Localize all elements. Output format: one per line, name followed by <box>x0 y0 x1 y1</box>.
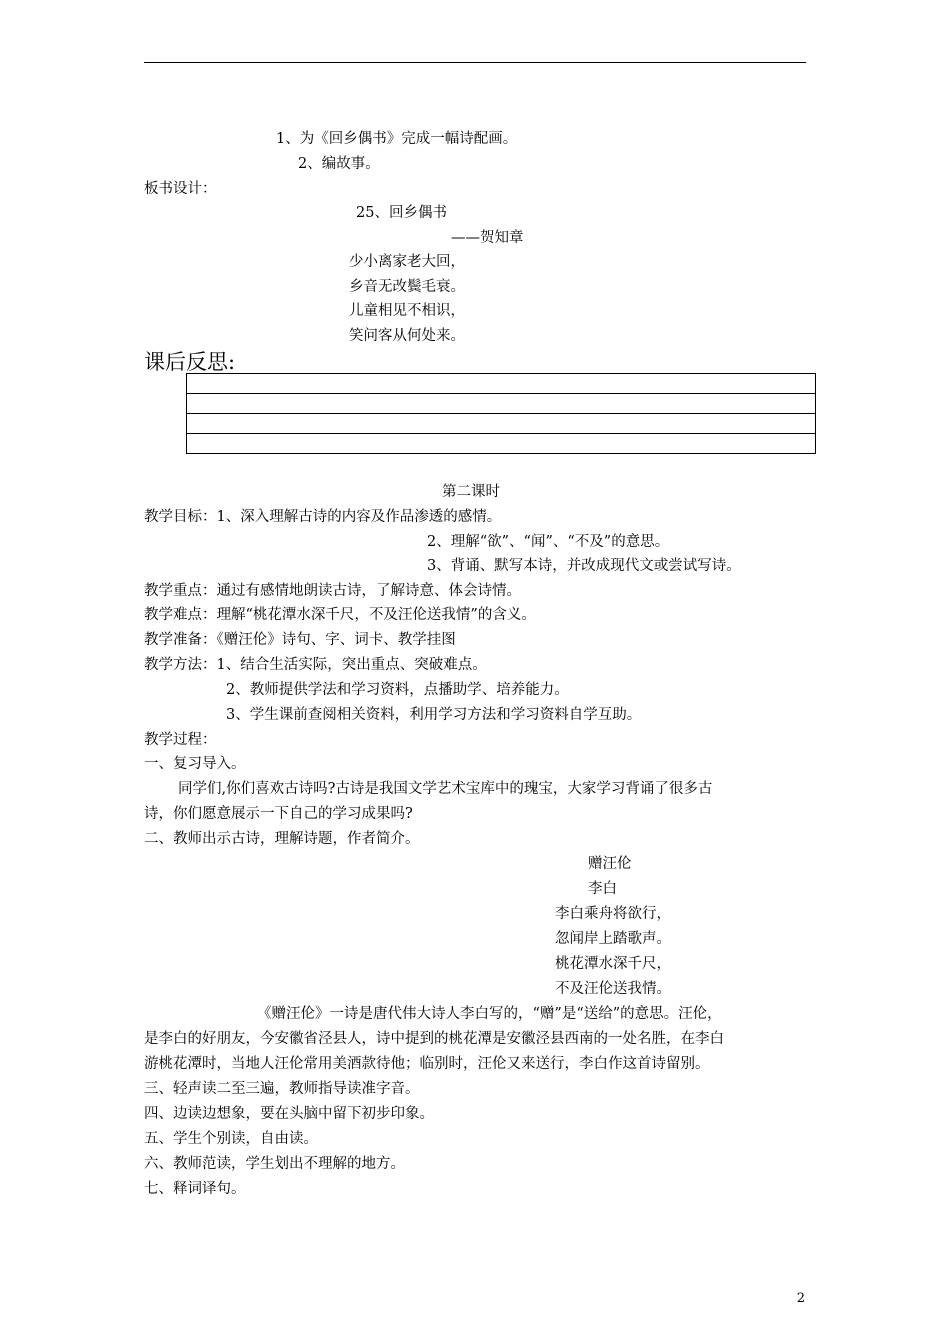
activity-2: 2、编故事。 <box>298 156 380 172</box>
page-number: 2 <box>796 1291 805 1306</box>
poem1-line-1: 少小离家老大回， <box>349 254 465 270</box>
method-1: 教学方法：1、结合生活实际，突出重点、突破难点。 <box>144 657 487 673</box>
board-title: 25、回乡偶书 <box>356 205 447 221</box>
objective-3: 3、背诵、默写本诗，并改成现代文或尝试写诗。 <box>427 558 741 574</box>
poem1-line-3: 儿童相见不相识， <box>349 303 465 319</box>
step-1: 一、复习导入。 <box>144 756 246 772</box>
objective-1: 教学目标：1、深入理解古诗的内容及作品渗透的感情。 <box>144 509 502 525</box>
lesson2-title: 第二课时 <box>442 484 500 500</box>
objective-2: 2、理解“欲”、“闻”、“不及”的意思。 <box>427 534 670 550</box>
poem2-line-2: 忽闻岸上踏歌声。 <box>555 931 671 947</box>
reflection-row <box>187 394 816 414</box>
reflection-row <box>187 434 816 454</box>
process-label: 教学过程： <box>144 732 217 748</box>
explanation-line-1: 《赠汪伦》一诗是唐代伟大诗人李白写的，“赠”是“送给”的意思。汪伦， <box>257 1006 722 1022</box>
reflection-row <box>187 414 816 434</box>
board-author: ——贺知章 <box>451 230 524 246</box>
step-6: 六、教师范读，学生划出不理解的地方。 <box>144 1156 405 1172</box>
intro-line-1: 同学们,你们喜欢古诗吗?古诗是我国文学艺术宝库中的瑰宝，大家学习背诵了很多古 <box>178 781 713 797</box>
reflection-table <box>186 373 816 454</box>
step-2: 二、教师出示古诗，理解诗题，作者简介。 <box>144 831 420 847</box>
method-3: 3、学生课前查阅相关资料，利用学习方法和学习资料自学互助。 <box>226 707 642 723</box>
header-rule <box>144 62 806 63</box>
step-5: 五、学生个别读，自由读。 <box>144 1131 318 1147</box>
explanation-line-3: 游桃花潭时，当地人汪伦常用美酒款待他；临别时，汪伦又来送行，李白作这首诗留别。 <box>144 1056 710 1072</box>
preparation: 教学准备：《赠汪伦》诗句、字、词卡、教学挂图 <box>144 632 456 648</box>
step-4: 四、边读边想象，要在头脑中留下初步印象。 <box>144 1106 434 1122</box>
poem2-line-3: 桃花潭水深千尺， <box>555 956 671 972</box>
poem1-line-2: 乡音无改鬓毛衰。 <box>349 279 465 295</box>
method-2: 2、教师提供学法和学习资料，点播助学、培养能力。 <box>226 682 569 698</box>
explanation-line-2: 是李白的好朋友，今安徽省泾县人，诗中提到的桃花潭是安徽泾县西南的一处名胜，在李白 <box>144 1031 724 1047</box>
poem2-title: 赠汪伦 <box>588 856 632 872</box>
poem2-author: 李白 <box>588 881 617 897</box>
key-point: 教学重点：通过有感情地朗读古诗，了解诗意、体会诗情。 <box>144 583 521 599</box>
reflection-row <box>187 374 816 394</box>
intro-line-2: 诗，你们愿意展示一下自己的学习成果吗? <box>144 806 413 822</box>
step-3: 三、轻声读二至三遍，教师指导读准字音。 <box>144 1081 420 1097</box>
difficulty: 教学难点：理解“桃花潭水深千尺，不及汪伦送我情”的含义。 <box>144 607 536 623</box>
step-7: 七、释词译句。 <box>144 1181 246 1197</box>
reflection-label: 课后反思: <box>144 350 236 374</box>
poem2-line-1: 李白乘舟将欲行， <box>555 906 671 922</box>
poem1-line-4: 笑问客从何处来。 <box>349 328 465 344</box>
activity-1: 1、为《回乡偶书》完成一幅诗配画。 <box>276 131 518 147</box>
poem2-line-4: 不及汪伦送我情。 <box>555 981 671 997</box>
board-label: 板书设计： <box>144 181 217 197</box>
